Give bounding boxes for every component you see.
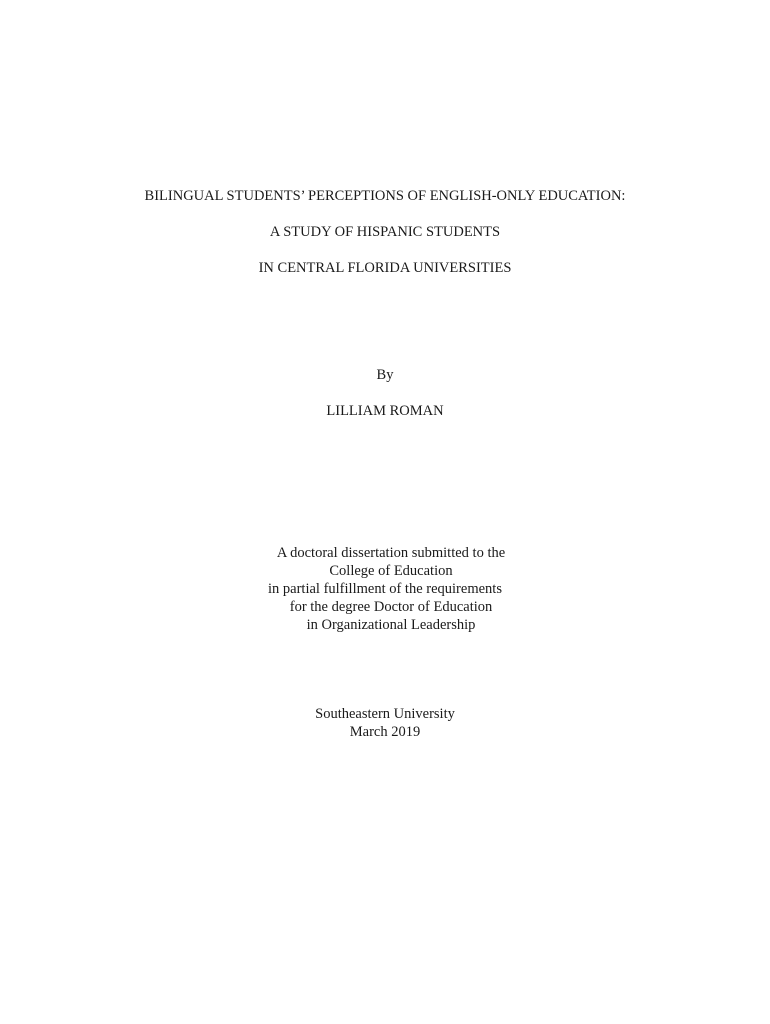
submission-line-4: for the degree Doctor of Education [289, 599, 493, 615]
university-name: Southeastern University [315, 706, 455, 722]
submission-line-1: A doctoral dissertation submitted to the [276, 545, 506, 561]
title-line-3: IN CENTRAL FLORIDA UNIVERSITIES [258, 260, 512, 276]
submission-line-3: in partial fulfillment of the requirements [268, 581, 502, 597]
title-line-2: A STUDY OF HISPANIC STUDENTS [269, 224, 501, 240]
submission-line-2: College of Education [329, 563, 453, 579]
by-label: By [376, 367, 394, 383]
submission-line-5: in Organizational Leadership [306, 617, 476, 633]
author-name: LILLIAM ROMAN [326, 403, 444, 419]
title-line-1: BILINGUAL STUDENTS’ PERCEPTIONS OF ENGLISH-ONLY EDUCATION: [144, 188, 626, 204]
institution-block [0, 705, 770, 741]
submission-date: March 2019 [349, 724, 421, 740]
submission-statement [0, 544, 770, 634]
